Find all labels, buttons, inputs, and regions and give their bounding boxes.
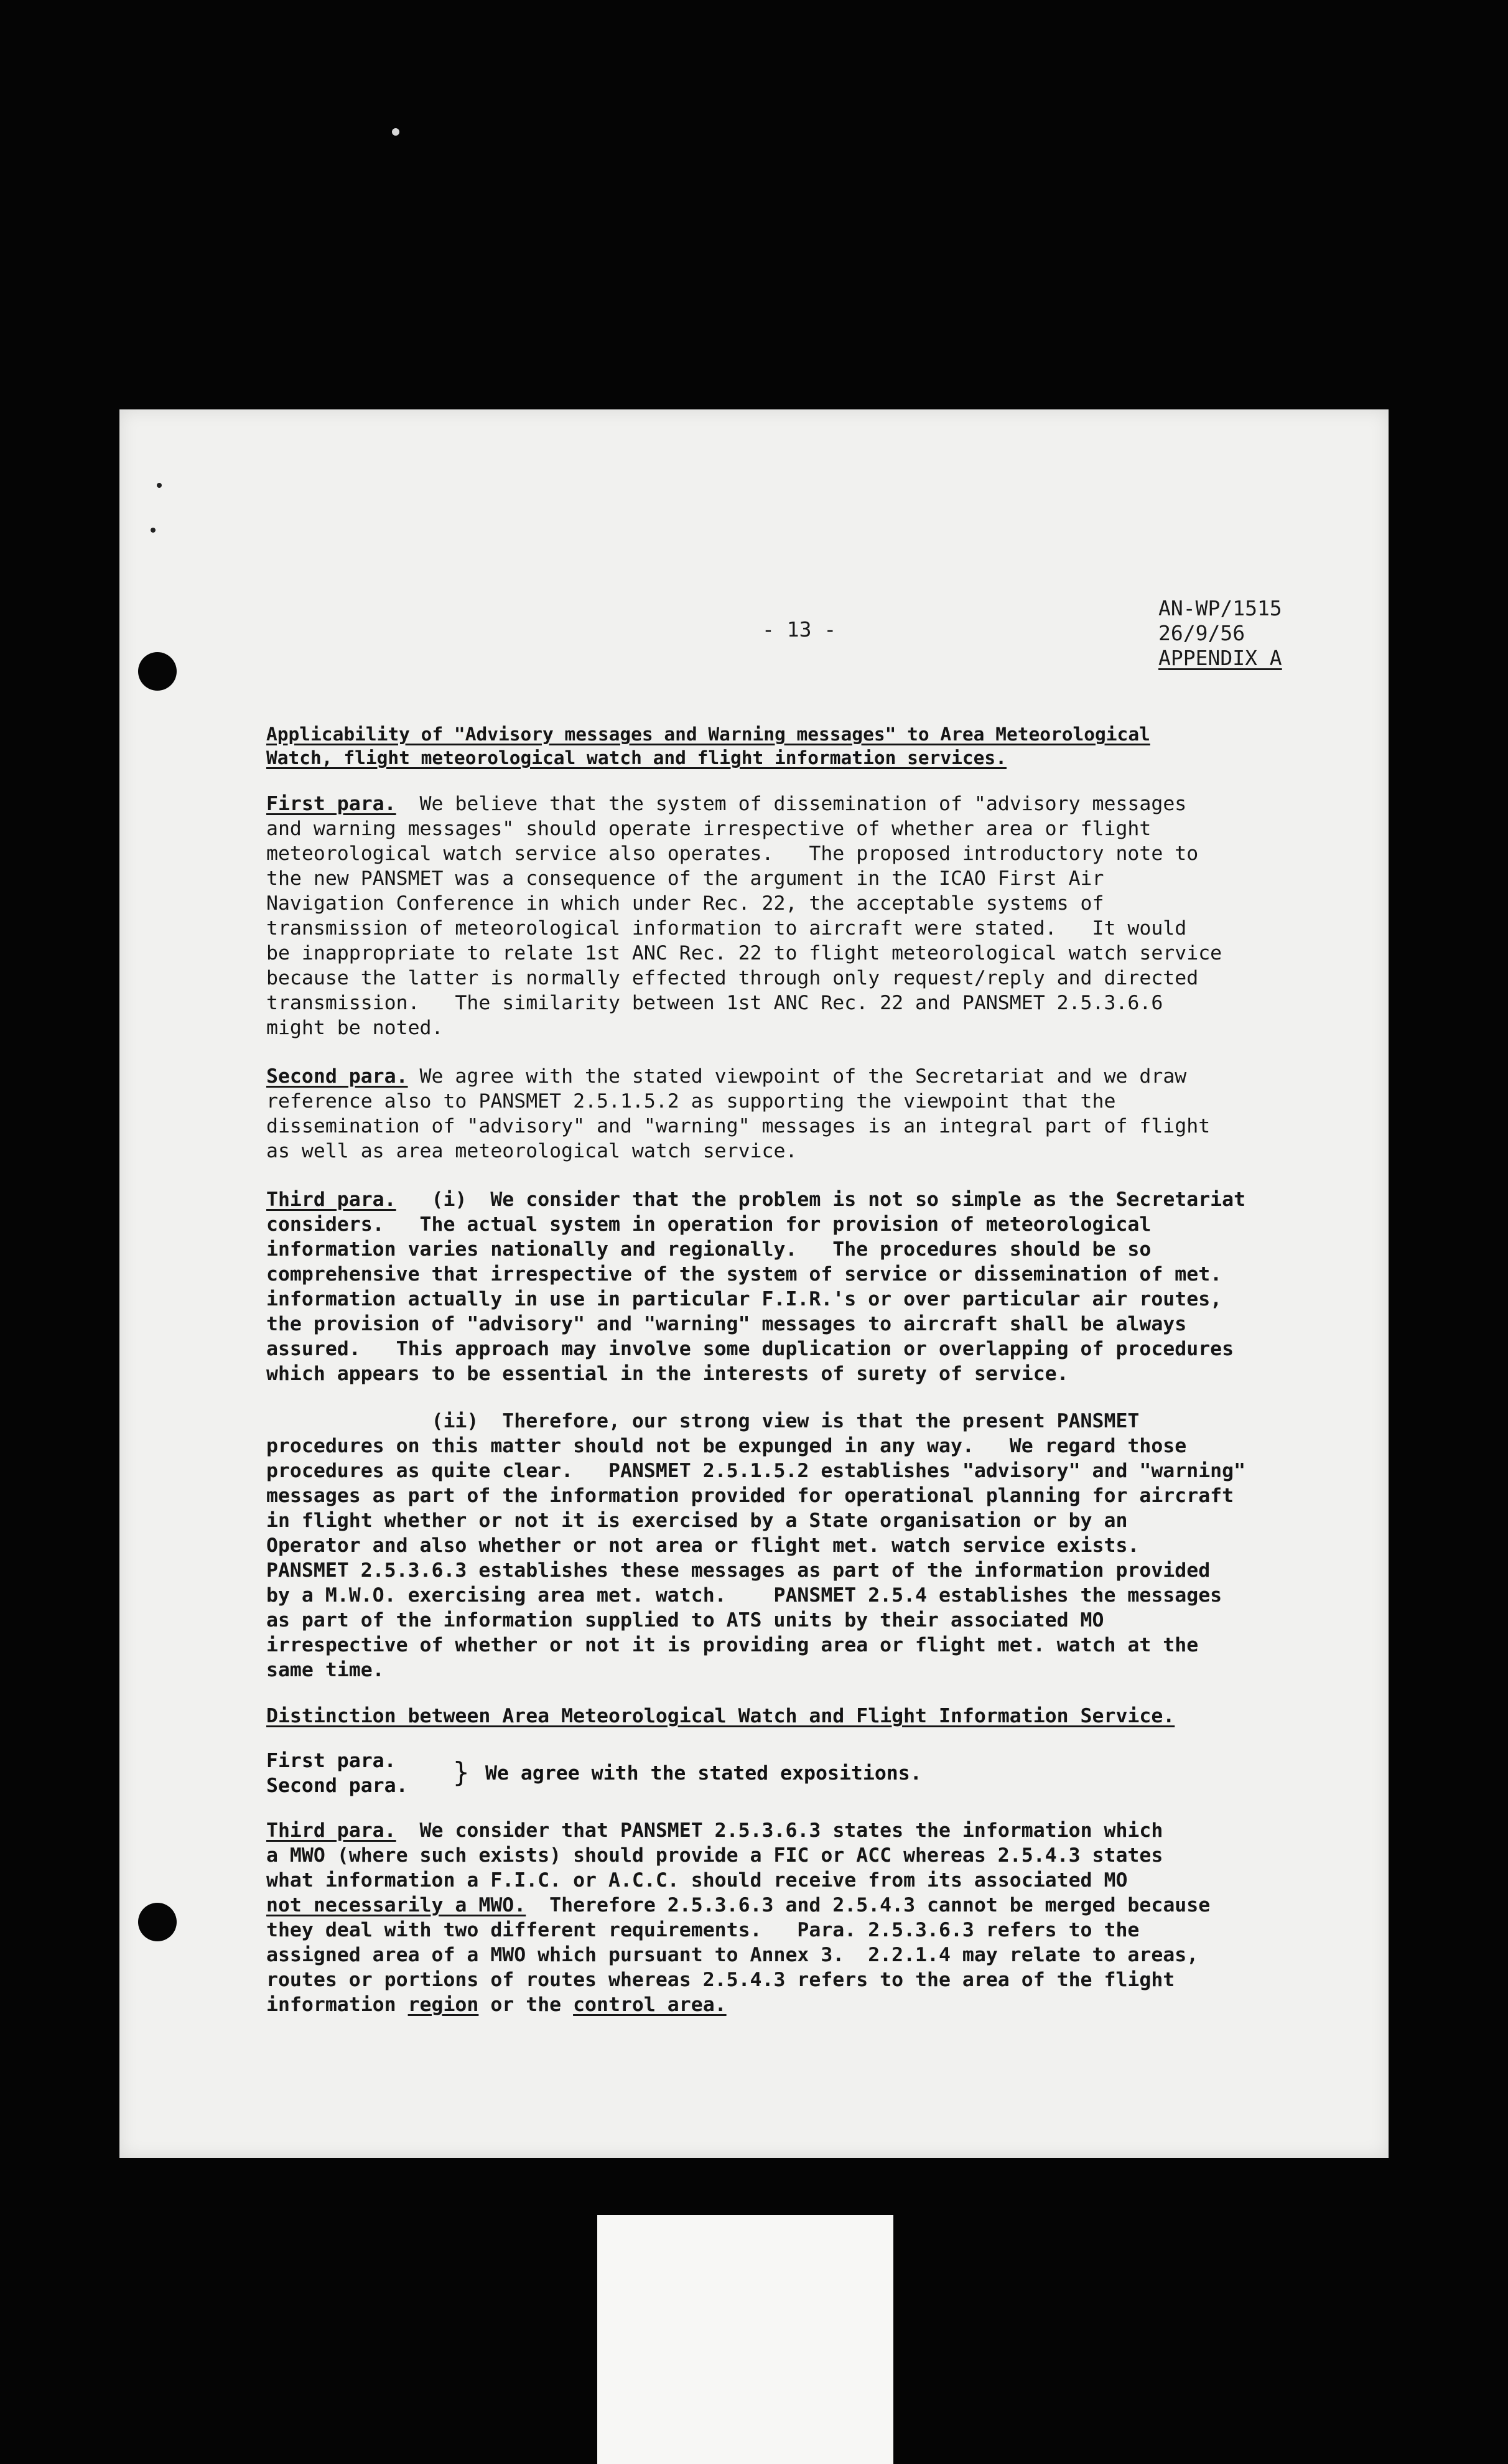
paragraph-distinction-third-para [266, 1818, 1293, 2017]
text-line: which appears to be essential in the interests of surety of service. [266, 1363, 1069, 1385]
reference-code: AN-WP/1515 [1158, 596, 1282, 620]
text-line: and warning messages" should operate irrespective of whether area or flight [266, 818, 1152, 840]
brace-glyph: } [453, 1757, 470, 1788]
paragraph-label: Third para. [266, 1819, 396, 1842]
text-line: (i) We consider that the problem is not so simple as the Secretariat [396, 1188, 1246, 1211]
first-second-para-group [266, 1748, 922, 1798]
emphasis-underlined: not necessarily a MWO. [266, 1894, 526, 1916]
page-number: - 13 - [762, 617, 837, 642]
paragraph-second-para [266, 1064, 1293, 1164]
text-line: what information a F.I.C. or A.C.C. should receive from its associated MO [266, 1869, 1128, 1892]
text-line: they deal with two different requirements. Para. 2.5.3.6.3 refers to the [266, 1919, 1140, 1941]
punch-hole-top [138, 652, 177, 691]
text-fragment: information [266, 1994, 408, 2016]
text-line: procedures on this matter should not be expunged in any way. We regard those [266, 1435, 1187, 1457]
text-line: transmission of meteorological information to aircraft were stated. It would [266, 917, 1187, 940]
text-line: be inappropriate to relate 1st ANC Rec. 22 to flight meteorological watch service [266, 942, 1222, 964]
appendix-label: APPENDIX A [1158, 646, 1282, 670]
text-line: (ii) Therefore, our strong view is that the present PANSMET [266, 1410, 1140, 1432]
text-line: considers. The actual system in operation for provision of meteorological [266, 1213, 1152, 1236]
text-line: assured. This approach may involve some duplication or overlapping of procedures [266, 1338, 1234, 1360]
paragraph-third-para-ii [266, 1409, 1293, 1682]
text-line: We believe that the system of dissemination of "advisory messages [396, 793, 1187, 815]
text-line: same time. [266, 1659, 384, 1681]
document-date: 26/9/56 [1158, 621, 1245, 645]
emphasis-underlined: region [407, 1994, 479, 2016]
dust-speck [392, 128, 399, 136]
text-line: the new PANSMET was a consequence of the argument in the ICAO First Air [266, 867, 1104, 890]
text-line: by a M.W.O. exercising area met. watch. PANSMET 2.5.4 establishes the messages [266, 1584, 1222, 1607]
text-line: transmission. The similarity between 1st ANC Rec. 22 and PANSMET 2.5.3.6.6 [266, 992, 1163, 1014]
text-line: in flight whether or not it is exercised by a State organisation or by an [266, 1510, 1128, 1532]
text-line: as part of the information supplied to ATS units by their associated MO [266, 1609, 1104, 1631]
text-line: messages as part of the information provided for operational planning for aircraft [266, 1485, 1234, 1507]
section-heading-applicability-line-2: Watch, flight meteorological watch and flight information services. [266, 747, 1007, 768]
paragraph-label: First para. [266, 1750, 396, 1772]
text-line: information actually in use in particular F.I.R.'s or over particular air routes, [266, 1288, 1222, 1310]
text-line: Therefore 2.5.3.6.3 and 2.5.4.3 cannot be merged because [526, 1894, 1211, 1916]
text-line: Operator and also whether or not area or flight met. watch service exists. [266, 1534, 1140, 1557]
text-line: the provision of "advisory" and "warning" messages to aircraft shall be always [266, 1313, 1187, 1335]
paragraph-label: Second para. [266, 1065, 408, 1088]
document-page [119, 409, 1389, 2158]
text-line: PANSMET 2.5.3.6.3 establishes these messages as part of the information provided [266, 1559, 1211, 1582]
section-heading-applicability-line-1: Applicability of "Advisory messages and Warning messages" to Area Meteorological [266, 724, 1150, 745]
text-line: assigned area of a MWO which pursuant to Annex 3. 2.2.1.4 may relate to areas, [266, 1944, 1199, 1966]
paragraph-third-para [266, 1187, 1293, 1386]
paper-mark [151, 528, 156, 533]
text-line: a MWO (where such exists) should provide a FIC or ACC whereas 2.5.4.3 states [266, 1844, 1163, 1867]
text-line: might be noted. [266, 1017, 444, 1039]
paragraph-label: Second para. [266, 1775, 408, 1797]
paragraph-first-para [266, 791, 1293, 1040]
text-line: Navigation Conference in which under Rec. 22, the acceptable systems of [266, 892, 1104, 915]
text-line: procedures as quite clear. PANSMET 2.5.1.5.2 establishes "advisory" and "warning" [266, 1460, 1246, 1482]
document-reference-block [1158, 596, 1282, 671]
text-line: routes or portions of routes whereas 2.5.4.3 refers to the area of the flight [266, 1969, 1175, 1991]
text-fragment: or the [478, 1994, 574, 2016]
text-line: reference also to PANSMET 2.5.1.5.2 as supporting the viewpoint that the [266, 1090, 1116, 1113]
text-line: We consider that PANSMET 2.5.3.6.3 states the information which [396, 1819, 1163, 1842]
text-line: as well as area meteorological watch service. [266, 1140, 798, 1162]
text-line: irrespective of whether or not it is providing area or flight met. watch at the [266, 1634, 1199, 1656]
paper-mark [157, 483, 162, 488]
paragraph-label: Third para. [266, 1188, 396, 1211]
blank-label-card [597, 2215, 893, 2464]
brace-statement: We agree with the stated expositions. [485, 1762, 922, 1785]
text-line: because the latter is normally effected through only request/reply and directed [266, 967, 1199, 989]
text-line: dissemination of "advisory" and "warning" messages is an integral part of flight [266, 1115, 1211, 1137]
punch-hole-bottom [138, 1903, 177, 1941]
paragraph-label: First para. [266, 793, 396, 815]
text-line: comprehensive that irrespective of the system of service or dissemination of met. [266, 1263, 1222, 1286]
text-line: meteorological watch service also operates. The proposed introductory note to [266, 842, 1199, 865]
section-heading-distinction: Distinction between Area Meteorological Watch and Flight Information Service. [266, 1705, 1175, 1727]
text-line: We agree with the stated viewpoint of the Secretariat and we draw [407, 1065, 1187, 1088]
text-line: information varies nationally and regionally. The procedures should be so [266, 1238, 1152, 1261]
emphasis-underlined: control area. [573, 1994, 727, 2016]
